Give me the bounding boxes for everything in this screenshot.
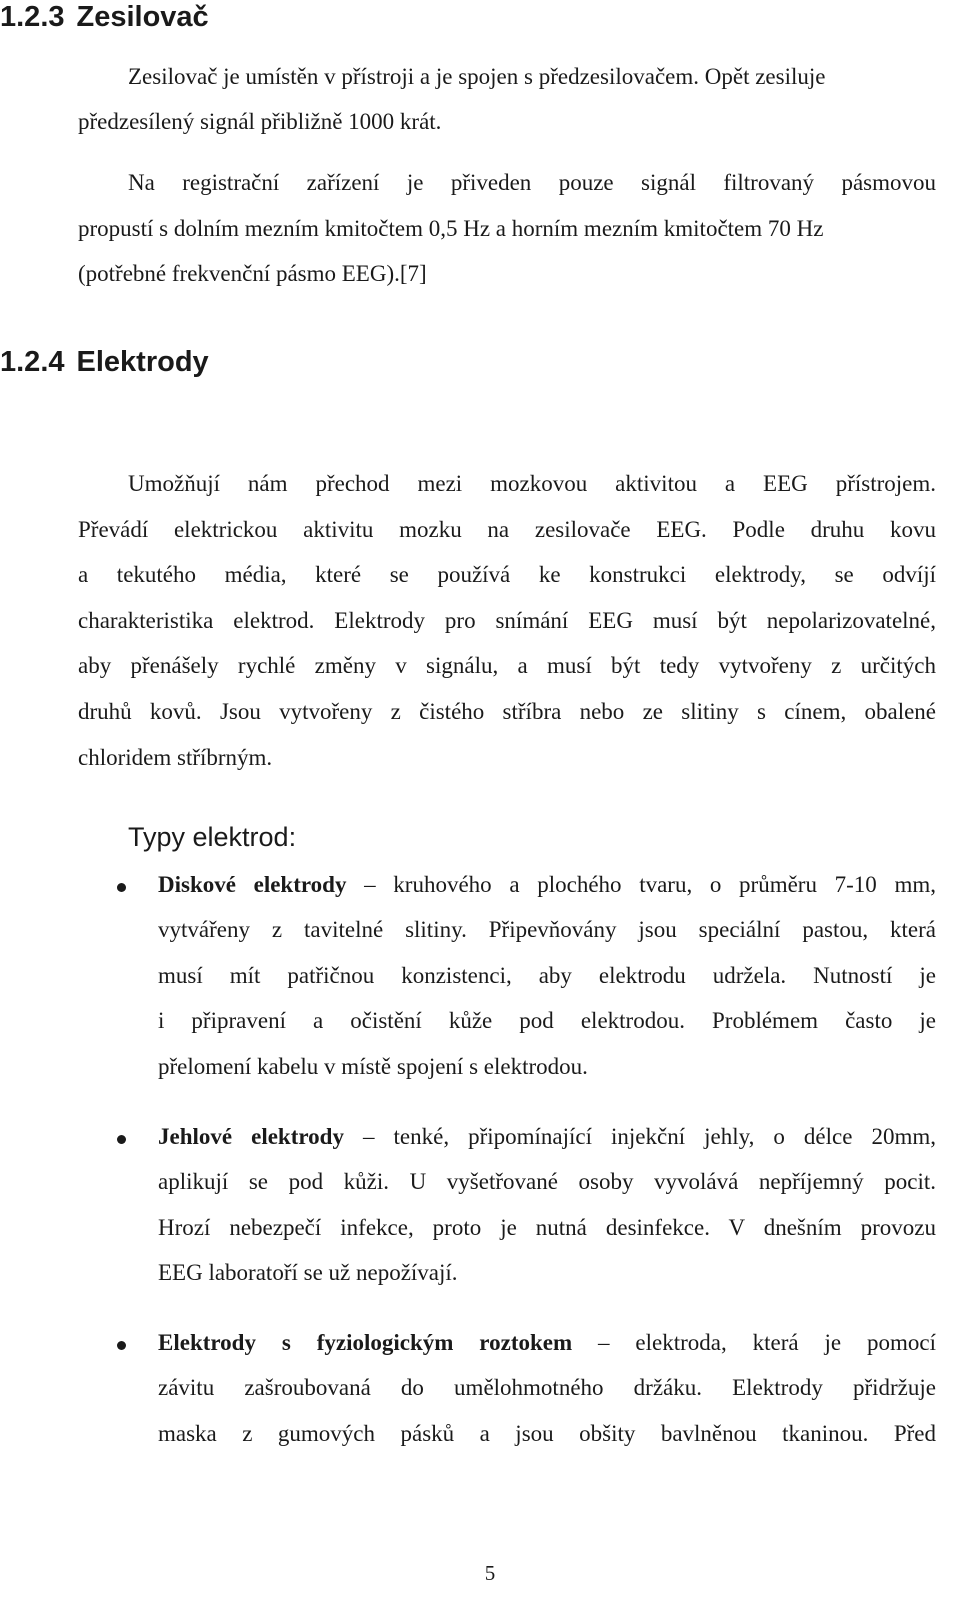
list-item-line: EEG laboratoří se už nepožívají. — [158, 1260, 458, 1285]
paragraph-line: Na registrační zařízení je přiveden pouze signál filtrovaný pásmovou — [128, 170, 936, 195]
list-item-line: Hrozí nebezpečí infekce, proto je nutná desinfekce. V dnešním provozu — [158, 1215, 936, 1240]
list-item-text: – elektroda, která je pomocí — [572, 1330, 936, 1355]
list-item-line: aplikují se pod kůži. U vyšetřované osoby vyvolává nepříjemný pocit. — [158, 1169, 936, 1194]
bullet-icon — [117, 1135, 126, 1144]
list-item-line: maska z gumových pásků a jsou obšity bavlněnou tkaninou. Před — [158, 1421, 936, 1446]
list-item-line: přelomení kabelu v místě spojení s elektrodou. — [158, 1054, 588, 1079]
section-heading-elektrody — [0, 345, 209, 379]
paragraph-line: druhů kovů. Jsou vytvořeny z čistého stříbra nebo ze slitiny s cínem, obalené — [78, 699, 936, 724]
list-item-text: – kruhového a plochého tvaru, o průměru 7-10 mm, — [346, 872, 936, 897]
section-title: Elektrody — [76, 346, 209, 378]
paragraph-line: charakteristika elektrod. Elektrody pro snímání EEG musí být nepolarizovatelné, — [78, 608, 936, 633]
paragraph-line: Převádí elektrickou aktivitu mozku na zesilovače EEG. Podle druhu kovu — [78, 517, 936, 542]
page-number: 5 — [484, 1561, 496, 1585]
section-title: Zesilovač — [76, 1, 209, 33]
paragraph-line: a tekutého média, které se používá ke konstrukci elektrody, se odvíjí — [78, 562, 936, 587]
paragraph-line: (potřebné frekvenční pásmo EEG).[7] — [78, 261, 427, 286]
paragraph-line: Umožňují nám přechod mezi mozkovou aktivitou a EEG přístrojem. — [128, 471, 936, 496]
list-item-first-line — [158, 870, 936, 900]
list-item-term: Diskové elektrody — [158, 872, 347, 897]
paragraph-line: aby přenášely rychlé změny v signálu, a musí být tedy vytvořeny z určitých — [78, 653, 936, 678]
section-heading-zesilovac — [0, 0, 209, 34]
paragraph-line: chloridem stříbrným. — [78, 745, 273, 770]
section-number: 1.2.3 — [0, 1, 65, 33]
list-item-text: – tenké, připomínající injekční jehly, o délce 20mm, — [343, 1124, 936, 1149]
paragraph-line: propustí s dolním mezním kmitočtem 0,5 Hz a horním mezním kmitočtem 70 Hz — [78, 216, 824, 241]
section-number: 1.2.4 — [0, 346, 65, 378]
bullet-icon — [117, 883, 126, 892]
list-item-term: Jehlové elektrody — [158, 1124, 344, 1149]
list-item-term: Elektrody s fyziologickým roztokem — [158, 1330, 573, 1355]
list-item-line: vytvářeny z tavitelné slitiny. Připevňovány jsou speciální pastou, která — [158, 917, 936, 942]
types-heading: Typy elektrod: — [128, 822, 297, 852]
list-item-line: musí mít patřičnou konzistenci, aby elektrodu udržela. Nutností je — [158, 963, 936, 988]
list-item-first-line — [158, 1328, 936, 1358]
paragraph-line: předzesílený signál přibližně 1000 krát. — [78, 109, 442, 134]
bullet-icon — [117, 1341, 126, 1350]
list-item-line: závitu zašroubovaná do umělohmotného držáku. Elektrody přidržuje — [158, 1375, 936, 1400]
list-item-first-line — [158, 1122, 936, 1152]
list-item-line: i připravení a očistění kůže pod elektrodou. Problémem často je — [158, 1008, 936, 1033]
paragraph-line: Zesilovač je umístěn v přístroji a je spojen s předzesilovačem. Opět zesiluje — [128, 64, 826, 89]
